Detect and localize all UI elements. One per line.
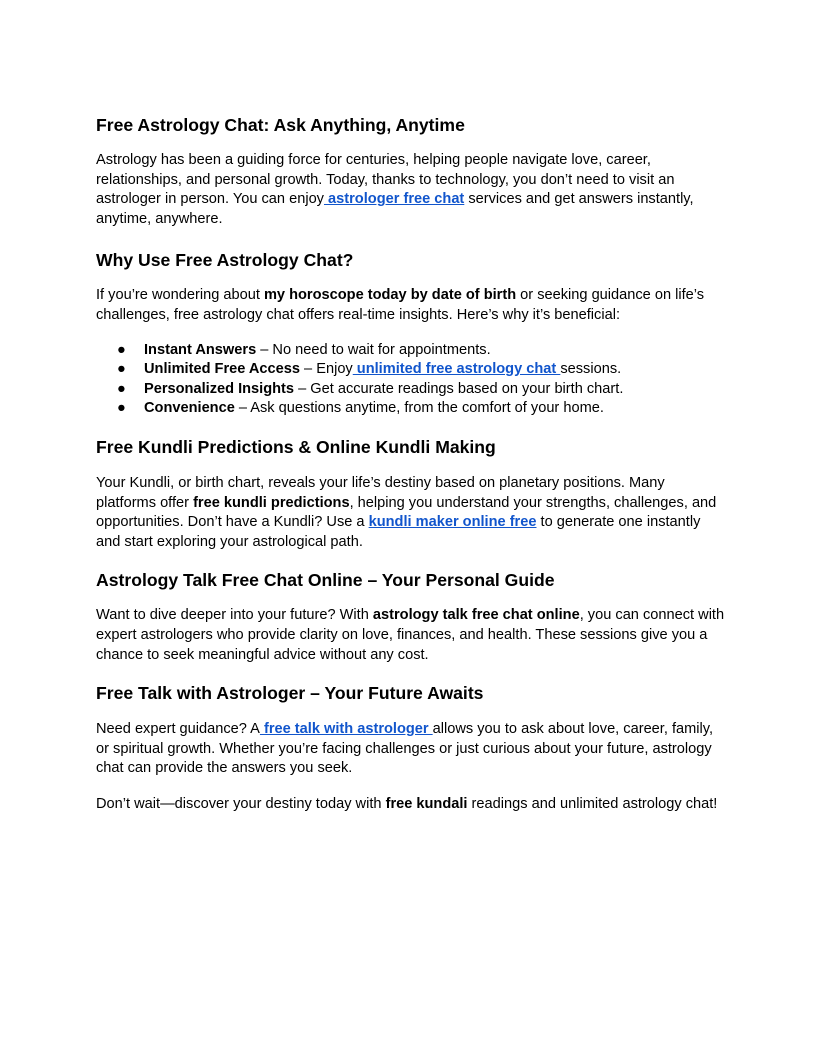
closing-bold-kundali: free kundali xyxy=(385,795,468,812)
list-item xyxy=(96,360,726,380)
kundli-paragraph xyxy=(96,474,726,552)
list-item-text: – Enjoy xyxy=(300,361,353,378)
free-talk-text-start: Need expert guidance? A xyxy=(96,721,260,738)
why-text-end: or seeking guidance on life’s challenges, free astrology chat offers real-time insights. Here’s why it’s beneficial: xyxy=(96,287,705,323)
kundli-text-end: to generate one instantly and start exploring your astrological path. xyxy=(96,514,701,550)
list-item-title: Personalized Insights xyxy=(144,380,295,397)
bullet-icon: ● xyxy=(117,361,126,378)
bullet-icon: ● xyxy=(117,380,126,397)
closing-text-start: Don’t wait—discover your destiny today with xyxy=(96,795,386,812)
why-bold-horoscope: my horoscope today by date of birth xyxy=(263,287,517,304)
heading-free-astrology-chat: Free Astrology Chat: Ask Anything, Anytime xyxy=(96,115,465,135)
kundli-text-start: Your Kundli, or birth chart, reveals your life’s destiny based on planetary positions. Many platforms offer xyxy=(96,474,665,511)
list-item-text: – No need to wait for appointments. xyxy=(256,341,491,358)
heading-why-use: Why Use Free Astrology Chat? xyxy=(96,250,354,271)
why-text-start: If you’re wondering about xyxy=(96,287,264,304)
link-astrologer-free-chat[interactable]: astrologer free chat xyxy=(323,191,465,208)
talk-bold-phrase: astrology talk free chat online xyxy=(372,607,580,624)
heading-astrology-talk: Astrology Talk Free Chat Online – Your Personal Guide xyxy=(96,570,555,591)
heading-free-talk: Free Talk with Astrologer – Your Future Awaits xyxy=(96,683,484,704)
document-page xyxy=(96,114,726,814)
closing-paragraph xyxy=(96,795,726,815)
talk-text-start: Want to dive deeper into your future? With xyxy=(96,607,373,624)
free-talk-text-end: allows you to ask about love, career, family, or spiritual growth. Whether you’re facing challenges or just curious about your future, astrology chat can provide the answers you seek. xyxy=(96,721,714,777)
list-item xyxy=(96,399,726,419)
bullet-icon: ● xyxy=(117,341,126,358)
free-talk-paragraph xyxy=(96,720,726,779)
talk-text-end: , you can connect with expert astrologers who provide clarity on love, finances, and health. These sessions give you a chance to seek meaningful advice without any cost. xyxy=(96,607,725,663)
list-item xyxy=(96,380,726,400)
list-item-text: – Ask questions anytime, from the comfort of your home. xyxy=(234,400,604,417)
benefits-list xyxy=(96,341,726,419)
talk-paragraph xyxy=(96,606,726,665)
intro-text-start: Astrology has been a guiding force for centuries, helping people navigate love, career, relationships, and personal growth. Today, thanks to technology, you don’t need to visit an astrologer in person. You can enjoy xyxy=(96,152,675,208)
list-item-text-end: sessions. xyxy=(560,361,622,378)
kundli-text-middle: , helping you understand your strengths, challenges, and opportunities. Don’t have a Kundli? Use a xyxy=(96,494,717,531)
list-item-title: Convenience xyxy=(144,400,235,417)
closing-text-end: readings and unlimited astrology chat! xyxy=(467,795,718,812)
link-kundli-maker-online-free[interactable]: kundli maker online free xyxy=(368,514,537,531)
list-item xyxy=(96,341,726,361)
heading-kundli-predictions: Free Kundli Predictions & Online Kundli Making xyxy=(96,436,496,457)
kundli-bold-predictions: free kundli predictions xyxy=(193,494,350,511)
why-paragraph xyxy=(96,286,726,325)
link-free-talk-with-astrologer[interactable]: free talk with astrologer xyxy=(259,721,433,738)
bullet-icon: ● xyxy=(117,400,126,417)
intro-paragraph xyxy=(96,151,726,229)
intro-text-end: services and get answers instantly, anytime, anywhere. xyxy=(96,191,694,227)
link-unlimited-free-astrology-chat[interactable]: unlimited free astrology chat xyxy=(352,361,561,378)
list-item-text: – Get accurate readings based on your birth chart. xyxy=(294,380,624,397)
list-item-title: Unlimited Free Access xyxy=(144,361,300,378)
list-item-title: Instant Answers xyxy=(144,341,257,358)
